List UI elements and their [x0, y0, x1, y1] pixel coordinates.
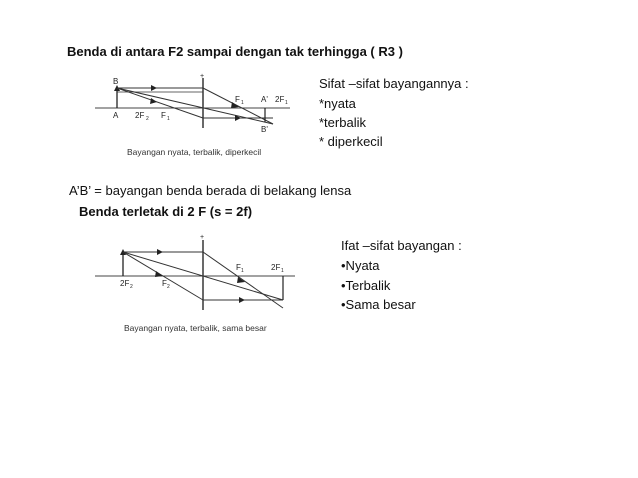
label-B-image: B' — [261, 125, 268, 134]
label-2F-right: 2F — [275, 95, 285, 104]
section2-props-heading: Ifat –sifat bayangan : — [341, 238, 462, 253]
section1-prop-1: *nyata — [319, 96, 356, 111]
section2-prop-3: •Sama besar — [341, 297, 416, 312]
label2-2F1-right-sub: 1 — [281, 268, 284, 274]
label-2F2-left-sub: 2 — [146, 116, 149, 122]
label2-F1: F — [236, 263, 241, 272]
label-2F2-left: 2F — [135, 111, 145, 120]
label2-F2-left: F — [162, 279, 167, 288]
lens-diagram-2 — [95, 232, 305, 317]
section1-prop-3: * diperkecil — [319, 134, 383, 149]
diagram1-caption: Bayangan nyata, terbalik, diperkecil — [127, 147, 262, 157]
svg-text:+: + — [200, 73, 205, 80]
label-2F-right-sub: 1 — [285, 100, 288, 106]
section2-title: Benda terletak di 2 F (s = 2f) — [79, 204, 253, 219]
label-B: B — [113, 77, 119, 86]
section2-prop-2: •Terbalik — [341, 278, 391, 293]
label2-F2-left-sub: 2 — [167, 284, 170, 290]
section2-prop-1: •Nyata — [341, 258, 380, 273]
label-F1: F — [235, 95, 240, 104]
label-F1-sub: 1 — [241, 100, 244, 106]
label2-2F1-right: 2F — [271, 263, 281, 272]
diagram2-caption: Bayangan nyata, terbalik, sama besar — [124, 323, 267, 333]
label-2F1-left: F — [161, 111, 166, 120]
svg-text:+: + — [200, 234, 205, 241]
lens-diagram-1 — [95, 72, 310, 140]
section1-title: Benda di antara F2 sampai dengan tak terhingga ( R3 ) — [67, 44, 403, 59]
section1-note: A’B’ = bayangan benda berada di belakang lensa — [69, 183, 352, 198]
label-A: A — [113, 111, 119, 120]
section1-props-heading: Sifat –sifat bayangannya : — [319, 76, 469, 91]
label-2F1-left-sub: 1 — [167, 116, 170, 122]
label-A-image: A' — [261, 95, 268, 104]
label2-F1-sub: 1 — [241, 268, 244, 274]
label2-2F2-left-sub: 2 — [130, 284, 133, 290]
label2-2F2-left: 2F — [120, 279, 130, 288]
section1-prop-2: *terbalik — [319, 115, 366, 130]
